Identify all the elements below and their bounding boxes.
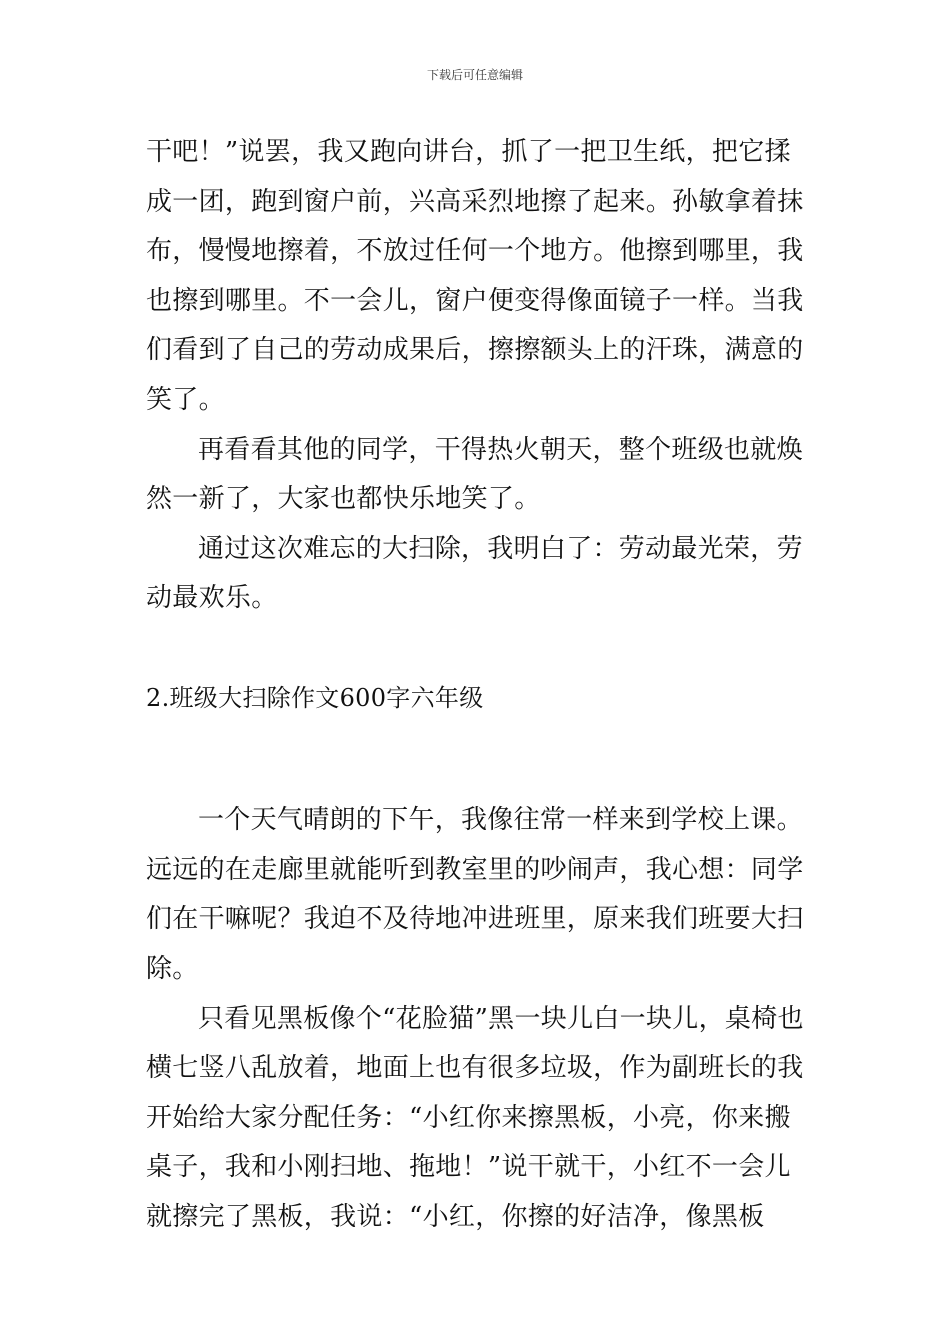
paragraph: 只看见黑板像个“花脸猫”黑一块儿白一块儿，桌椅也横七竖八乱放着，地面上也有很多垃圾，作为副班长的我开始给大家分配任务：“小红你来擦黑板，小亮，你来搬桌子，我和小刚扫地、拖地！”说干就干，小红不一会儿就擦完了黑板，我说：“小红，你擦的好洁净，像黑板: [146, 1003, 804, 1232]
paragraph: 再看看其他的同学，干得热火朝天，整个班级也就焕然一新了，大家也都快乐地笑了。: [146, 434, 803, 515]
paragraph-continuation: 干吧！”说罢，我又跑向讲台，抓了一把卫生纸，把它揉成一团，跑到窗户前，兴高采烈地擦了起来。孙敏拿着抹布，慢慢地擦着，不放过任何一个地方。他擦到哪里，我也擦到哪里。不一会儿，窗户便变得像面镜子一样。当我们看到了自己的劳动成果后，擦擦额头上的汗珠，满意的笑了。: [146, 137, 804, 415]
document-body: [146, 128, 806, 1242]
header-note: 下载后可任意编辑: [426, 68, 523, 82]
paragraph: 通过这次难忘的大扫除，我明白了：劳动最光荣，劳动最欢乐。: [146, 533, 803, 614]
paragraph: 一个天气晴朗的下午，我像往常一样来到学校上课。远远的在走廊里就能听到教室里的吵闹声，我心想：同学们在干嘛呢？我迫不及待地冲进班里，原来我们班要大扫除。: [146, 805, 804, 984]
section-heading: 2.班级大扫除作文600字六年级: [146, 683, 484, 712]
